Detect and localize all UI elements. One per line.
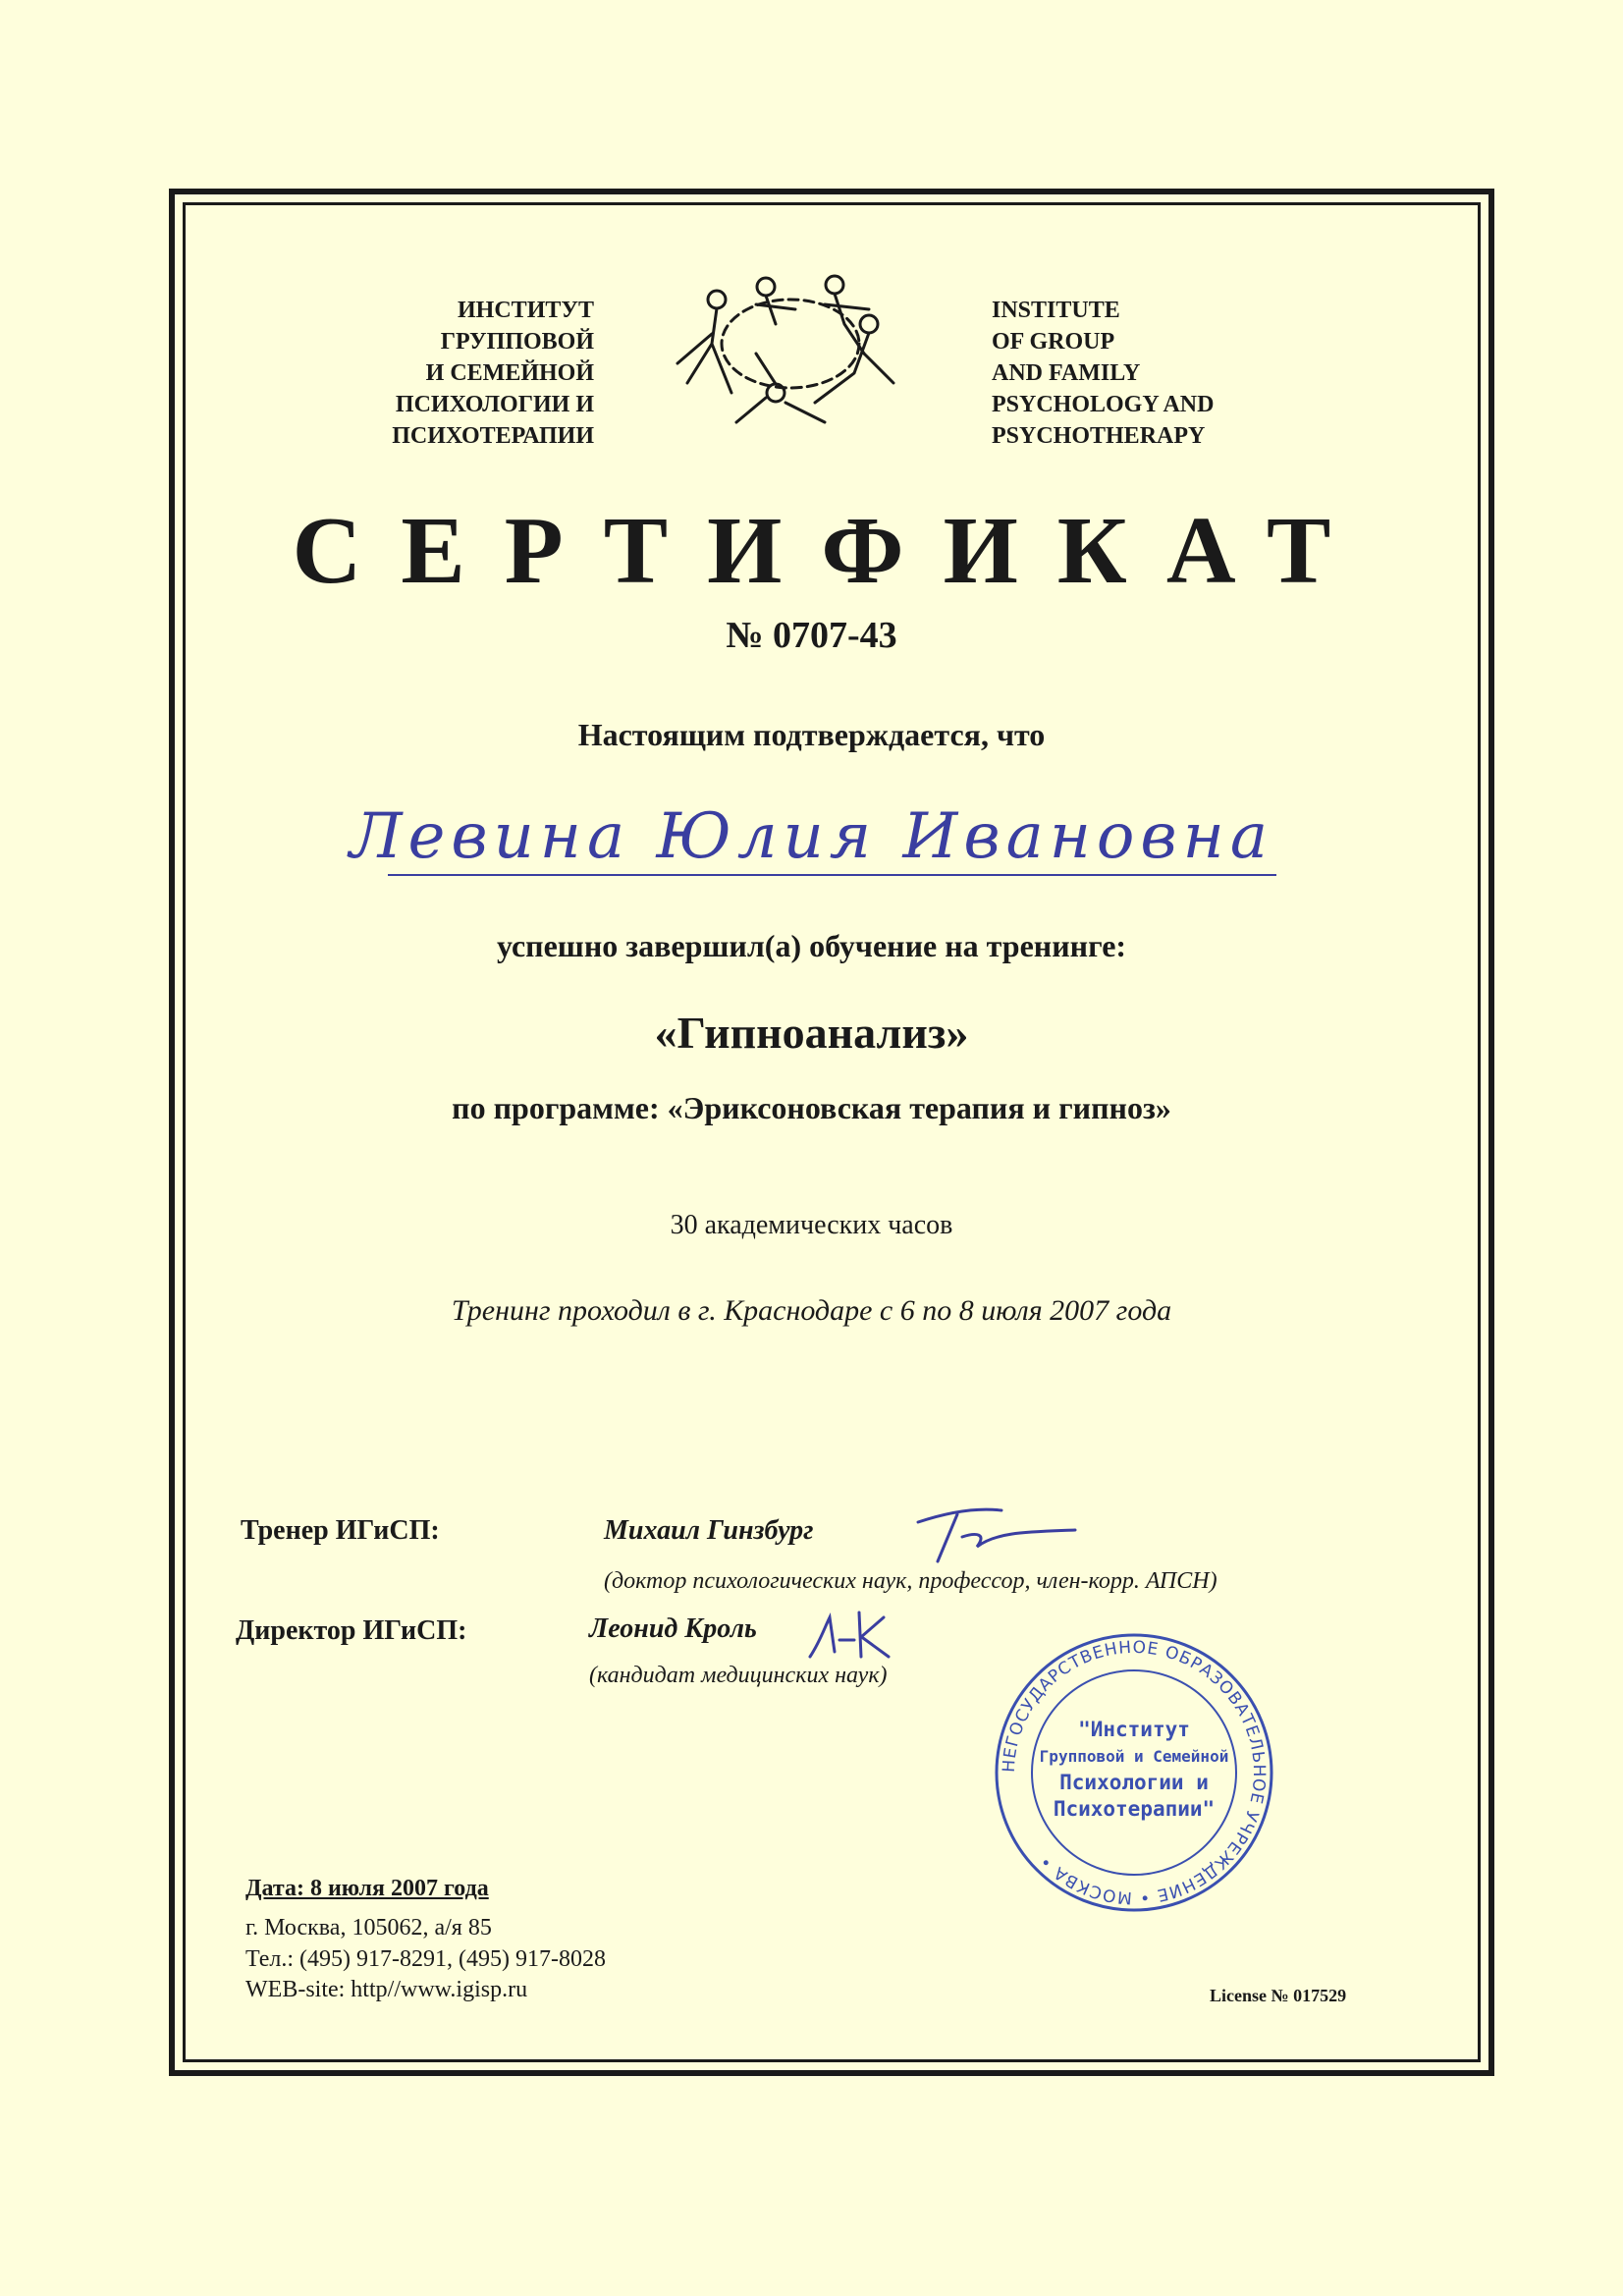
institute-name-ru bbox=[295, 295, 594, 452]
director-name: Леонид Кроль bbox=[589, 1613, 757, 1644]
address: г. Москва, 105062, а/я 85 bbox=[245, 1915, 492, 1941]
trainer-label: Тренер ИГиСП: bbox=[241, 1515, 440, 1546]
header-ru-line: ГРУППОВОЙ bbox=[440, 329, 594, 355]
header-en-line: AND FAMILY bbox=[992, 360, 1141, 386]
header-ru-line: И СЕМЕЙНОЙ bbox=[425, 360, 594, 386]
director-credentials: (кандидат медицинских наук) bbox=[589, 1663, 888, 1688]
trainer-credentials: (доктор психологических наук, профессор, член-корр. АПСН) bbox=[604, 1568, 1217, 1594]
header-ru-line: ПСИХОЛОГИИ И bbox=[395, 392, 594, 417]
certificate-number: № 0707-43 bbox=[726, 615, 897, 656]
phone: Тел.: (495) 917-8291, (495) 917-8028 bbox=[245, 1946, 606, 1972]
trainer-signature bbox=[908, 1503, 1085, 1571]
recipient-name: Левина Юлия Ивановна bbox=[350, 800, 1273, 873]
certificate-title: СЕРТИФИКАТ bbox=[292, 498, 1371, 604]
inner-frame bbox=[183, 202, 1481, 2062]
completed-text: успешно завершил(а) обучение на тренинге: bbox=[496, 928, 1127, 963]
header-en-line: OF GROUP bbox=[992, 329, 1115, 355]
trainer-name: Михаил Гинзбург bbox=[604, 1515, 814, 1546]
confirm-text: Настоящим подтверждается, что bbox=[577, 717, 1046, 752]
license-number: License № 017529 bbox=[1210, 1986, 1347, 2005]
name-underline bbox=[388, 874, 1276, 876]
header-ru-line: ПСИХОТЕРАПИИ bbox=[392, 423, 594, 449]
stamp-ring-text: НЕГОСУДАРСТВЕННОЕ ОБРАЗОВАТЕЛЬНОЕ УЧРЕЖДЕНИЕ • МОСКВА • bbox=[999, 1637, 1270, 1908]
director-signature bbox=[800, 1603, 898, 1671]
stamp-line: Психотерапии" bbox=[1053, 1797, 1216, 1821]
stamp-line: Групповой и Семейной bbox=[1039, 1747, 1229, 1766]
header-en-line: INSTITUTE bbox=[992, 298, 1120, 323]
location-text: Тренинг проходил в г. Краснодаре с 6 по 8 июля 2007 года bbox=[451, 1294, 1172, 1327]
training-name: «Гипноанализ» bbox=[654, 1008, 969, 1058]
website: WEB-site: http//www.igisp.ru bbox=[245, 1977, 528, 2002]
header-en-line: PSYCHOLOGY AND bbox=[992, 392, 1215, 417]
stamp-line: "Институт bbox=[1078, 1718, 1190, 1741]
institute-logo bbox=[658, 265, 923, 432]
hours-text: 30 академических часов bbox=[670, 1210, 953, 1240]
header-en-line: PSYCHOTHERAPY bbox=[992, 423, 1206, 449]
issue-date: Дата: 8 июля 2007 года bbox=[245, 1876, 489, 1901]
header-ru-line: ИНСТИТУТ bbox=[458, 298, 594, 323]
institute-name-en bbox=[992, 295, 1316, 452]
director-label: Директор ИГиСП: bbox=[236, 1615, 467, 1646]
official-stamp bbox=[992, 1630, 1276, 1915]
stamp-center bbox=[1036, 1717, 1232, 1823]
stamp-line: Психологии и bbox=[1059, 1771, 1209, 1794]
program-text: по программе: «Эриксоновская терапия и гипноз» bbox=[452, 1090, 1171, 1125]
